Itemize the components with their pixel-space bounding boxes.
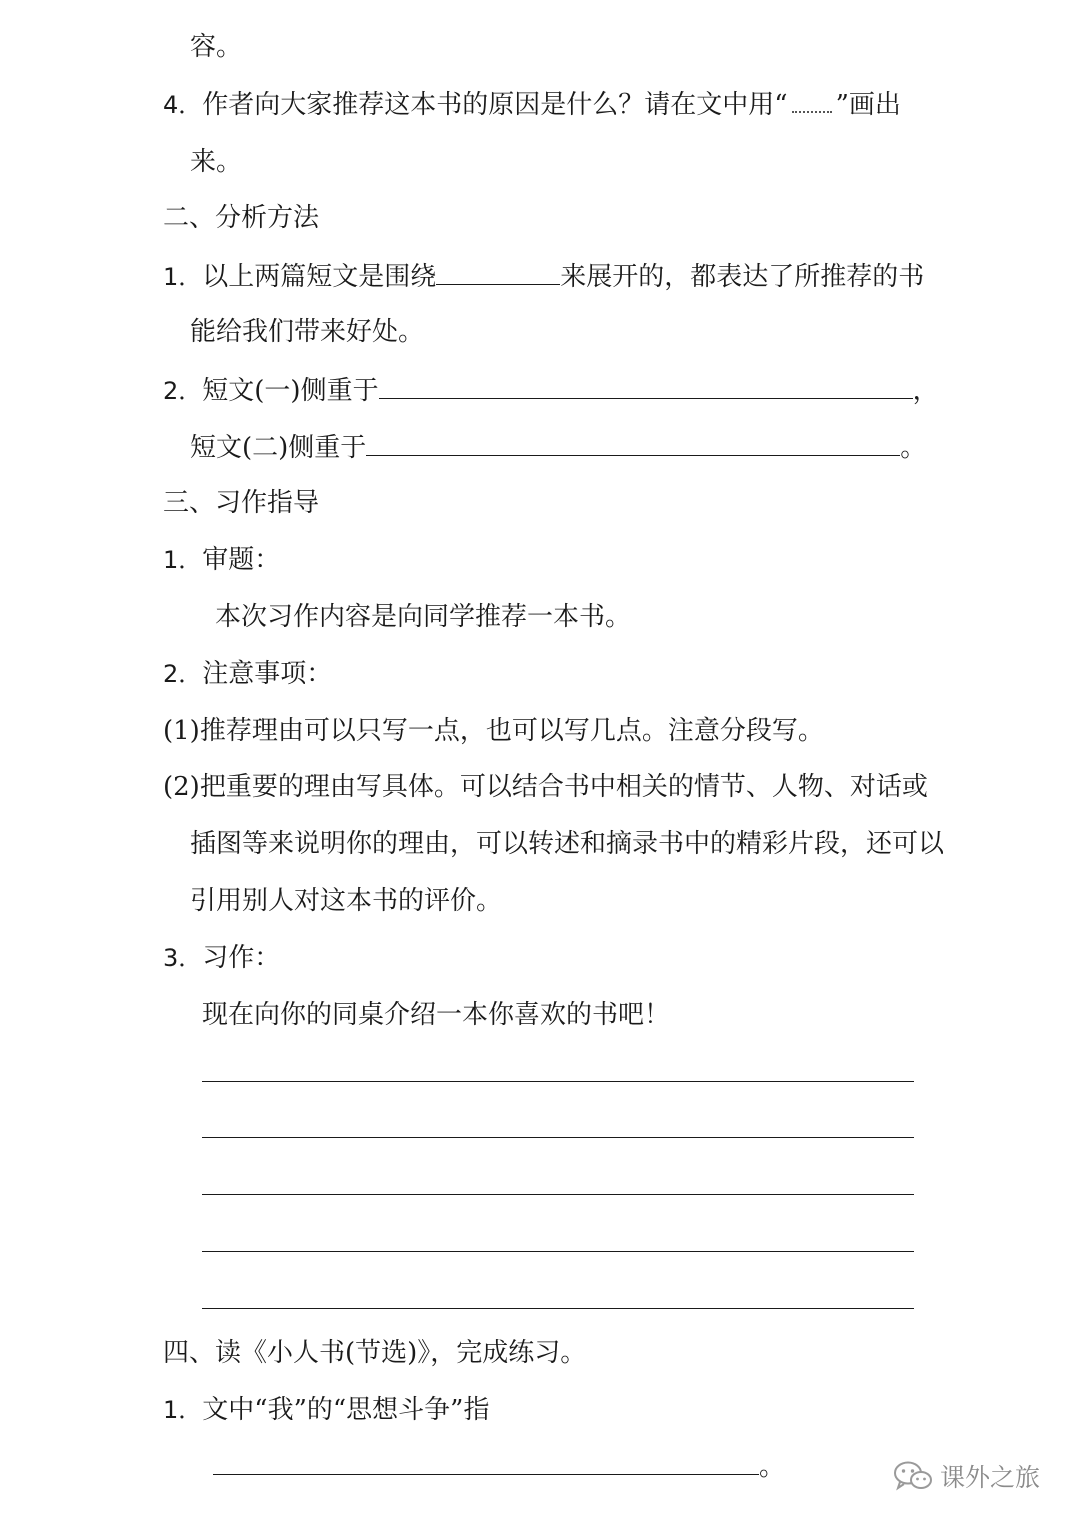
text: (2)把重要的理由写具体。可以结合书中相关的情节、人物、对话或: [163, 772, 928, 802]
text: 来。: [190, 147, 243, 177]
text: (1)推荐理由可以只写一点，也可以写几点。注意分段写。: [163, 716, 824, 746]
question-number: 2．: [163, 377, 203, 405]
section-3-question-3: [163, 941, 280, 975]
watermark-text: 课外之旅: [940, 1463, 1041, 1492]
wavy-underline-mark: [792, 91, 832, 113]
section-2-question-1: [163, 258, 924, 294]
section-heading: 二、分析方法: [163, 203, 320, 233]
question-text: 短文(二)侧重于: [190, 433, 367, 463]
answer-blank[interactable]: [436, 258, 560, 285]
question-number: 1．: [163, 546, 203, 574]
section-4-question-1: [163, 1393, 489, 1427]
question-text-end: 来展开的，都表达了所推荐的书: [560, 262, 925, 292]
question-text: 习作：: [202, 943, 281, 973]
section-4-question-1-answer: [213, 1448, 785, 1484]
question-number: 3．: [163, 944, 203, 972]
answer-blank[interactable]: [366, 429, 900, 456]
wechat-icon: [892, 1459, 934, 1493]
question-number: 1．: [163, 263, 203, 291]
writing-line[interactable]: [202, 1137, 914, 1138]
section-3-title: [163, 486, 319, 520]
writing-line[interactable]: [202, 1251, 914, 1252]
section-2-question-2: [163, 372, 939, 408]
note-2: [163, 770, 928, 804]
question-number: 1．: [163, 1396, 203, 1424]
answer-blank[interactable]: [379, 372, 913, 399]
writing-line[interactable]: [202, 1308, 914, 1309]
text: 能给我们带来好处。: [190, 317, 425, 347]
question-text: 短文(一)侧重于: [202, 376, 379, 406]
text: 引用别人对这本书的评价。: [190, 886, 503, 916]
section-3-question-3-body: [202, 998, 670, 1032]
question-4-continued: [190, 145, 242, 179]
watermark: [892, 1458, 1040, 1494]
section-2-question-2-b: [190, 429, 926, 465]
punctuation: ，: [912, 376, 939, 406]
text: 容。: [190, 32, 243, 62]
section-3-question-1: [163, 543, 280, 577]
question-text-end: ”画出: [835, 90, 901, 120]
question-number: 2．: [163, 660, 203, 688]
punctuation: 。: [900, 433, 927, 463]
punctuation: 。: [759, 1452, 786, 1482]
section-2-title: [163, 201, 319, 235]
section-3-question-1-body: [215, 600, 631, 634]
question-number: 4．: [163, 91, 203, 119]
writing-line[interactable]: [202, 1081, 914, 1082]
question-text: 注意事项：: [202, 659, 333, 689]
question-text: 审题：: [202, 545, 281, 575]
question-4: [163, 88, 901, 122]
note-2-continued: [190, 827, 944, 861]
question-text: 文中“我”的“思想斗争”指: [202, 1395, 490, 1425]
note-1: [163, 714, 824, 748]
text: 现在向你的同桌介绍一本你喜欢的书吧！: [202, 1000, 671, 1030]
text: 插图等来说明你的理由，可以转述和摘录书中的精彩片段，还可以: [190, 829, 945, 859]
section-heading: 三、习作指导: [163, 488, 320, 518]
text: 本次习作内容是向同学推荐一本书。: [215, 602, 632, 632]
section-4-title: [163, 1336, 586, 1370]
section-3-question-2: [163, 657, 332, 691]
writing-line[interactable]: [202, 1194, 914, 1195]
question-text: 作者向大家推荐这本书的原因是什么？请在文中用“: [202, 90, 788, 120]
section-heading: 四、读《小人书(节选)》，完成练习。: [163, 1338, 587, 1368]
continued-line: [190, 30, 242, 64]
question-text: 以上两篇短文是围绕: [202, 262, 437, 292]
note-2-continued-2: [190, 884, 502, 918]
answer-blank[interactable]: [213, 1448, 759, 1475]
section-2-question-1-continued: [190, 315, 424, 349]
